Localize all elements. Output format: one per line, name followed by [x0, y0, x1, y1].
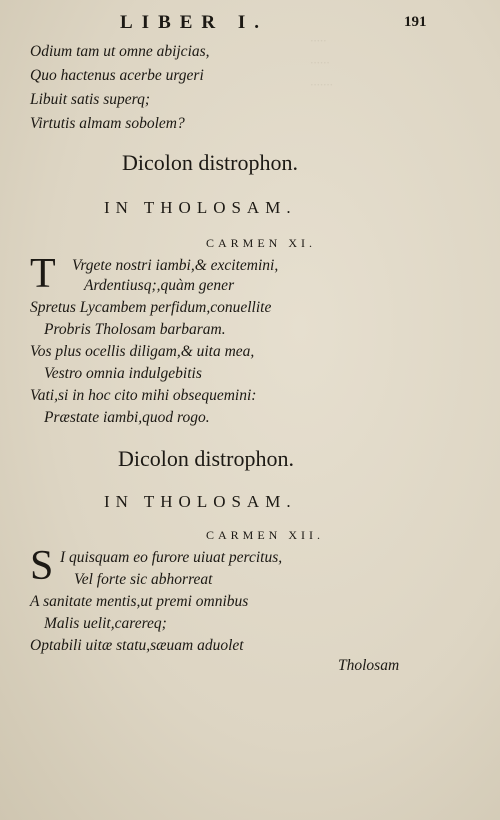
poem-subhead: IN THOLOSAM.: [104, 198, 297, 217]
poem-number: CARMEN XI.: [206, 236, 317, 250]
verse-line: Vestro omnia indulgebitis: [44, 365, 202, 382]
drop-capital: S: [30, 543, 54, 589]
verse-line: Præstate iambi,quod rogo.: [44, 409, 210, 426]
show-through-text: ····· ······ ·······: [310, 33, 333, 92]
verse-line: Virtutis almam sobolem?: [30, 115, 185, 132]
verse-line: Malis uelit,carereq;: [44, 615, 167, 632]
verse-line: Vrgete nostri iambi,& excitemini,: [72, 257, 279, 274]
verse-line: Probris Tholosam barbaram.: [44, 321, 226, 338]
verse-line: Quo hactenus acerbe urgeri: [30, 67, 204, 84]
verse-line: Vel forte sic abhorreat: [74, 571, 213, 588]
verse-line: Optabili uitæ statu,sæuam aduolet: [30, 637, 244, 654]
verse-line: Vati,si in hoc cito mihi obsequemini:: [30, 387, 257, 404]
running-head: LIBER I.: [120, 12, 269, 33]
catchword: Tholosam: [338, 657, 400, 674]
verse-line: Ardentiusq;,quàm gener: [84, 277, 235, 294]
verse-line: A sanitate mentis,ut premi omnibus: [30, 593, 249, 610]
page-number: 191: [404, 14, 427, 30]
poem-subhead: IN THOLOSAM.: [104, 492, 297, 511]
poem-number: CARMEN XII.: [206, 528, 324, 542]
poem-heading: Dicolon distrophon.: [122, 150, 298, 175]
verse-line: Vos plus ocellis diligam,& uita mea,: [30, 343, 255, 360]
verse-line: I quisquam eo furore uiuat percitus,: [60, 549, 283, 566]
verse-line: Libuit satis superq;: [30, 91, 150, 108]
poem-heading: Dicolon distrophon.: [118, 446, 294, 471]
drop-capital: T: [30, 251, 56, 297]
verse-line: Odium tam ut omne abijcias,: [30, 43, 210, 60]
verse-line: Spretus Lycambem perfidum,conuellite: [30, 299, 272, 316]
